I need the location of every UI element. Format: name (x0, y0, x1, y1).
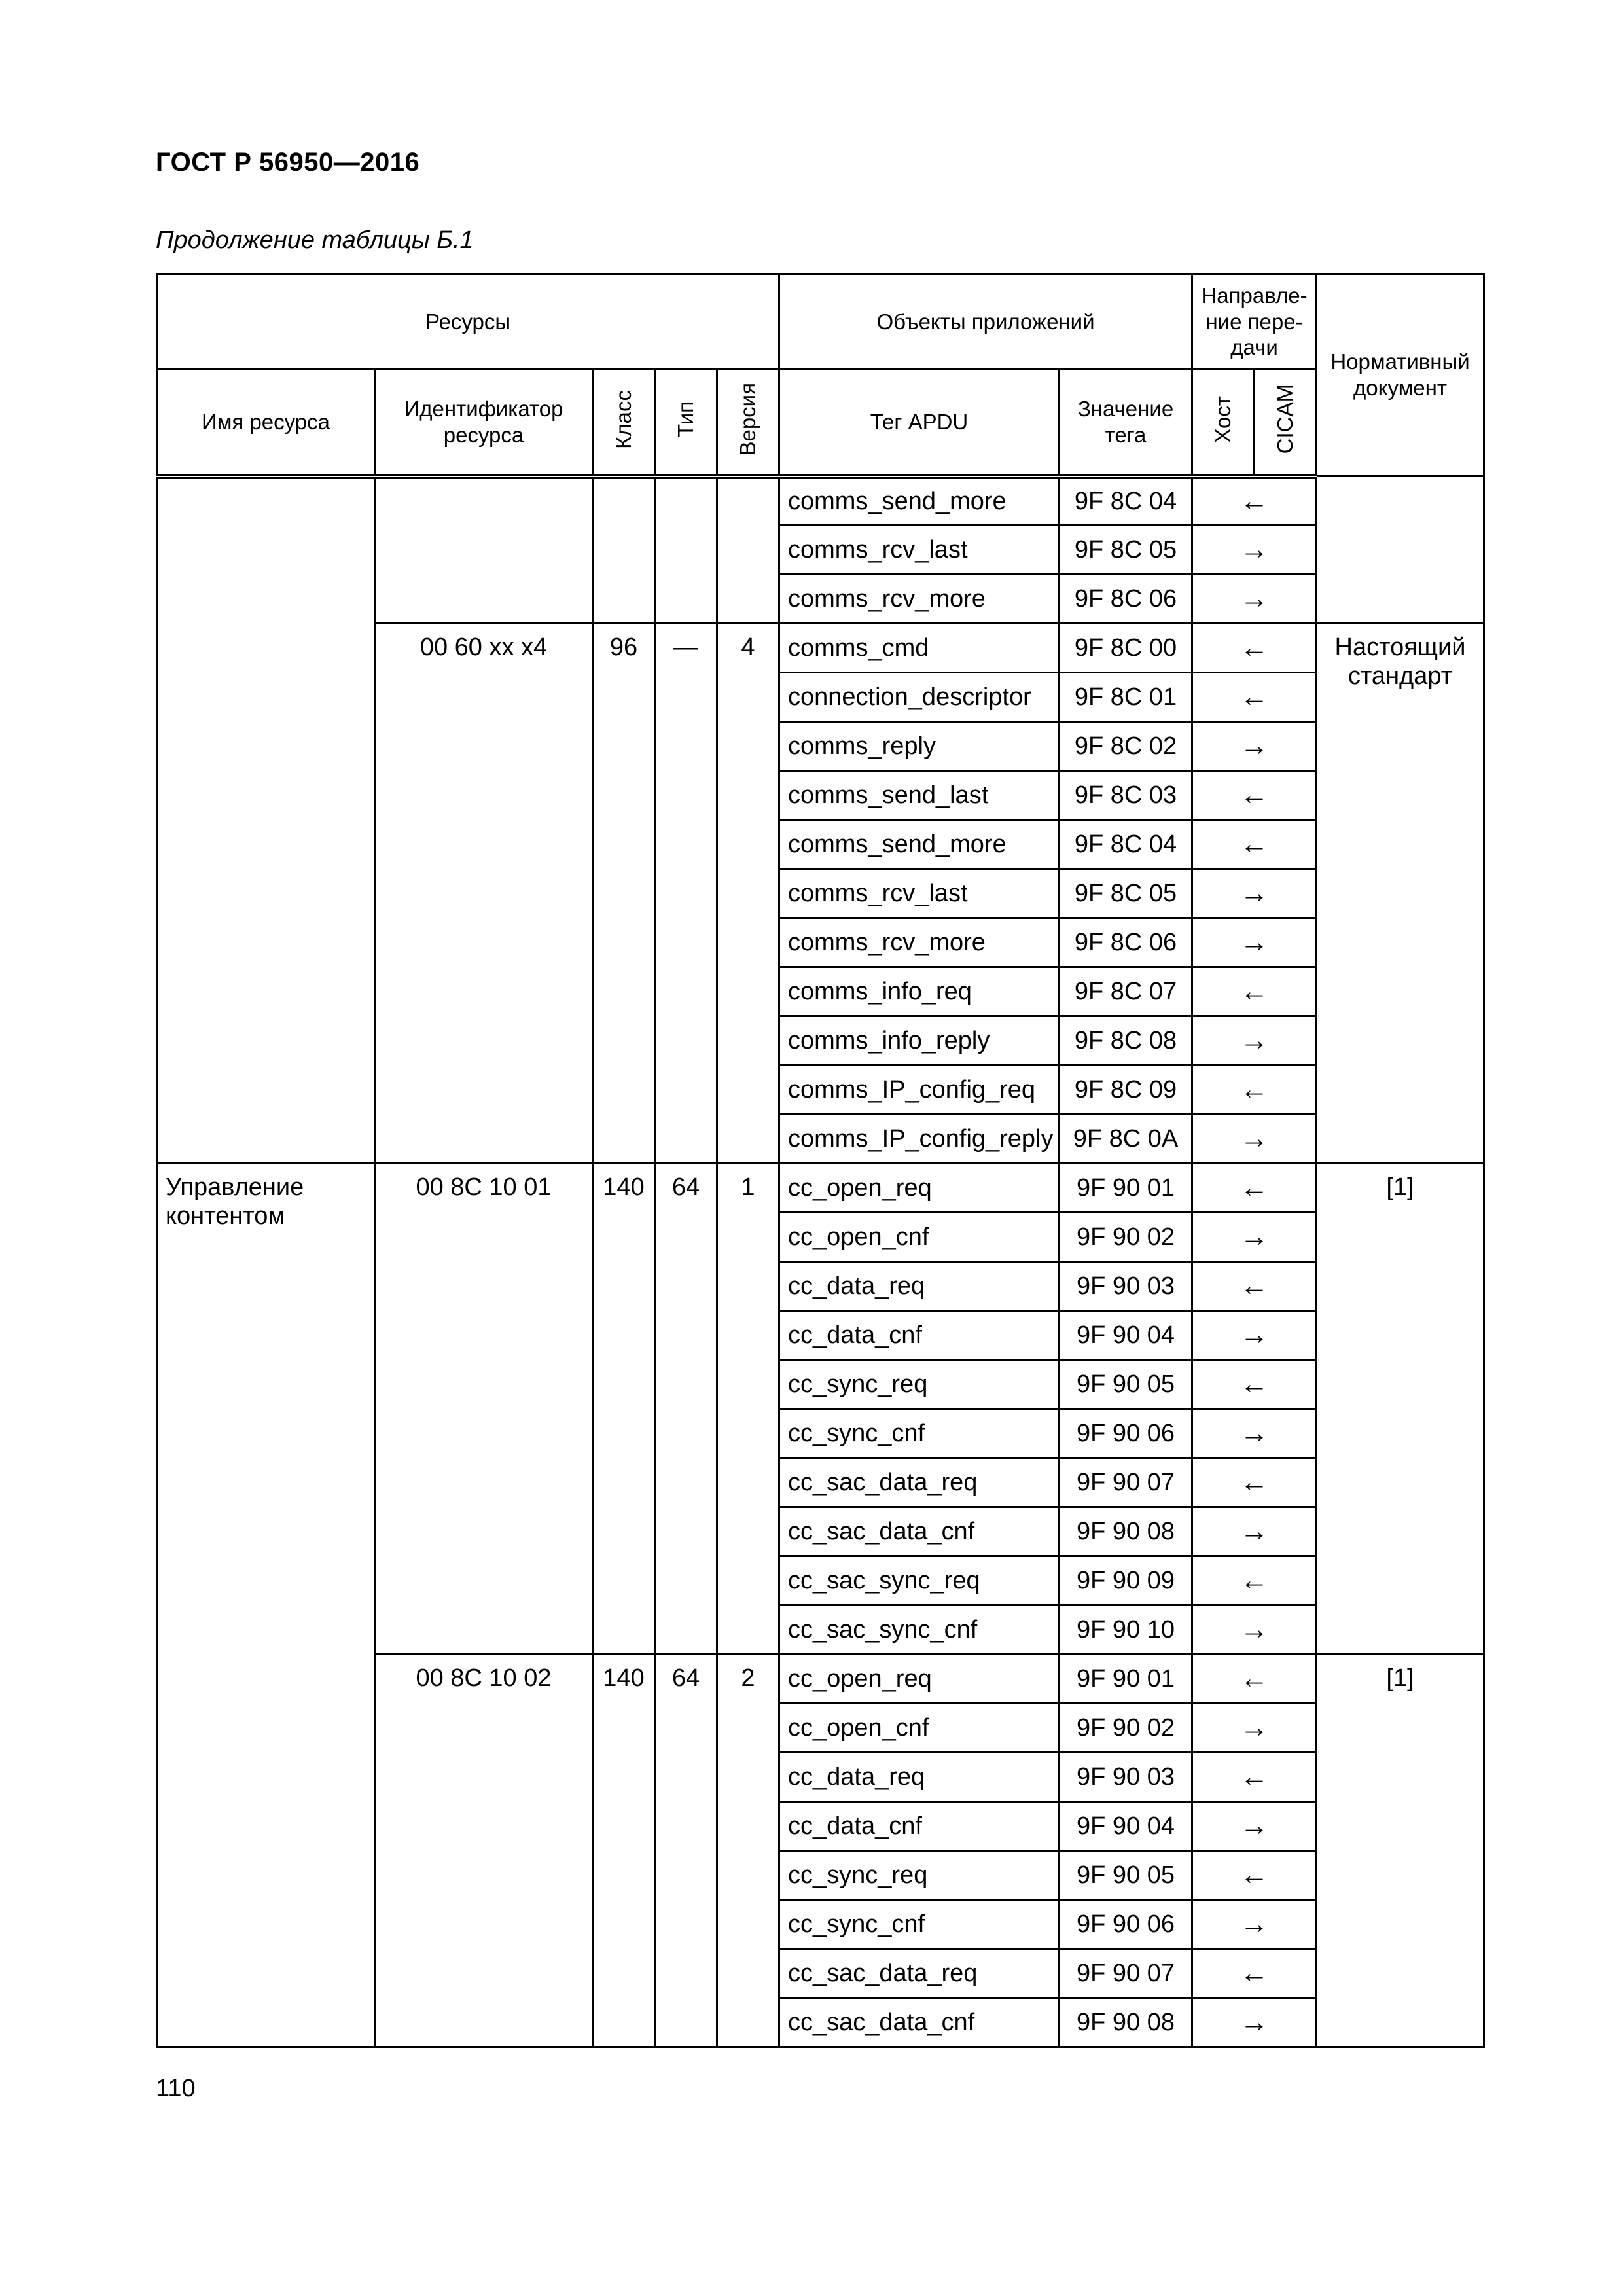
apdu-tag: comms_IP_config_reply (779, 1115, 1060, 1164)
apdu-tag: cc_sac_sync_req (779, 1556, 1060, 1605)
resource-type: — (655, 624, 717, 1164)
apdu-tag: cc_data_cnf (779, 1311, 1060, 1360)
direction-arrow-icon: ← (1192, 1949, 1317, 1998)
resource-id: 00 8C 10 01 (375, 1164, 593, 1655)
normative-document: [1] (1317, 1164, 1484, 1655)
direction-arrow-icon: → (1192, 1311, 1317, 1360)
header-apdu-tag: Тег APDU (779, 370, 1060, 476)
tag-value: 9F 90 04 (1060, 1311, 1192, 1360)
header-class-label: Класс (611, 389, 636, 449)
resource-class: 140 (593, 1655, 655, 2047)
apdu-tag: cc_open_req (779, 1655, 1060, 1704)
apdu-tag: comms_info_req (779, 967, 1060, 1016)
resource-version (717, 476, 779, 624)
apdu-tag: connection_descriptor (779, 673, 1060, 722)
apdu-tag: cc_sac_sync_cnf (779, 1605, 1060, 1655)
direction-arrow-icon: ← (1192, 1066, 1317, 1115)
tag-value: 9F 8C 05 (1060, 869, 1192, 918)
header-norm-doc: Нормативный документ (1317, 274, 1484, 476)
table-row (157, 1164, 1484, 1213)
tag-value: 9F 90 07 (1060, 1949, 1192, 1998)
direction-arrow-icon: ← (1192, 1458, 1317, 1507)
apdu-tag: cc_sac_data_req (779, 1458, 1060, 1507)
resource-class (593, 476, 655, 624)
direction-arrow-icon: ← (1192, 820, 1317, 869)
apdu-tag: comms_send_more (779, 820, 1060, 869)
direction-arrow-icon: → (1192, 1409, 1317, 1458)
tag-value: 9F 90 01 (1060, 1164, 1192, 1213)
resources-table (156, 273, 1485, 2048)
resource-type: 64 (655, 1164, 717, 1655)
apdu-tag: cc_sac_data_req (779, 1949, 1060, 1998)
direction-arrow-icon: → (1192, 869, 1317, 918)
header-version-label: Версия (736, 382, 760, 456)
direction-arrow-icon: → (1192, 1016, 1317, 1066)
direction-arrow-icon: ← (1192, 1753, 1317, 1802)
direction-arrow-icon: → (1192, 1998, 1317, 2047)
apdu-tag: cc_sync_req (779, 1851, 1060, 1900)
tag-value: 9F 8C 03 (1060, 771, 1192, 820)
header-type (655, 370, 717, 476)
tag-value: 9F 90 10 (1060, 1605, 1192, 1655)
direction-arrow-icon: → (1192, 1704, 1317, 1753)
apdu-tag: cc_data_req (779, 1753, 1060, 1802)
tag-value: 9F 8C 04 (1060, 476, 1192, 526)
direction-arrow-icon: ← (1192, 673, 1317, 722)
page-number: 110 (156, 2075, 196, 2102)
apdu-tag: comms_rcv_last (779, 526, 1060, 575)
apdu-tag: cc_sync_cnf (779, 1409, 1060, 1458)
header-cicam-label: CICAM (1273, 384, 1298, 454)
direction-arrow-icon: → (1192, 1802, 1317, 1851)
direction-arrow-icon: ← (1192, 1262, 1317, 1311)
tag-value: 9F 8C 09 (1060, 1066, 1192, 1115)
tag-value: 9F 8C 00 (1060, 624, 1192, 673)
direction-arrow-icon: → (1192, 722, 1317, 771)
direction-arrow-icon: → (1192, 1213, 1317, 1262)
tag-value: 9F 8C 08 (1060, 1016, 1192, 1066)
tag-value: 9F 90 02 (1060, 1704, 1192, 1753)
tag-value: 9F 90 08 (1060, 1507, 1192, 1556)
normative-document (1317, 476, 1484, 624)
header-cicam (1255, 370, 1317, 476)
direction-arrow-icon: → (1192, 1115, 1317, 1164)
direction-arrow-icon: → (1192, 575, 1317, 624)
tag-value: 9F 90 09 (1060, 1556, 1192, 1605)
direction-arrow-icon: → (1192, 1507, 1317, 1556)
header-type-label: Тип (673, 401, 698, 437)
resource-class: 140 (593, 1164, 655, 1655)
tag-value: 9F 8C 01 (1060, 673, 1192, 722)
tag-value: 9F 8C 06 (1060, 575, 1192, 624)
document-code: ГОСТ Р 56950—2016 (156, 148, 420, 177)
direction-arrow-icon: ← (1192, 1655, 1317, 1704)
resource-type (655, 476, 717, 624)
apdu-tag: comms_info_reply (779, 1016, 1060, 1066)
resource-name: Управление контентом (157, 1164, 375, 2047)
apdu-tag: comms_IP_config_req (779, 1066, 1060, 1115)
header-app-objects: Объекты приложений (779, 274, 1192, 370)
tag-value: 9F 8C 0A (1060, 1115, 1192, 1164)
apdu-tag: cc_sync_cnf (779, 1900, 1060, 1949)
direction-arrow-icon: ← (1192, 1360, 1317, 1409)
apdu-tag: cc_open_cnf (779, 1704, 1060, 1753)
tag-value: 9F 8C 05 (1060, 526, 1192, 575)
direction-arrow-icon: ← (1192, 1164, 1317, 1213)
tag-value: 9F 90 08 (1060, 1998, 1192, 2047)
tag-value: 9F 90 05 (1060, 1851, 1192, 1900)
apdu-tag: cc_sac_data_cnf (779, 1998, 1060, 2047)
resource-version: 2 (717, 1655, 779, 2047)
direction-arrow-icon: ← (1192, 624, 1317, 673)
resource-id: 00 60 xx x4 (375, 624, 593, 1164)
tag-value: 9F 90 03 (1060, 1753, 1192, 1802)
apdu-tag: cc_open_cnf (779, 1213, 1060, 1262)
apdu-tag: comms_cmd (779, 624, 1060, 673)
header-class (593, 370, 655, 476)
direction-arrow-icon: ← (1192, 771, 1317, 820)
header-version (717, 370, 779, 476)
tag-value: 9F 90 03 (1060, 1262, 1192, 1311)
apdu-tag: comms_reply (779, 722, 1060, 771)
resource-name (157, 476, 375, 1164)
header-tag-value: Значение тега (1060, 370, 1192, 476)
tag-value: 9F 90 06 (1060, 1900, 1192, 1949)
table-row (157, 476, 1484, 526)
apdu-tag: cc_data_cnf (779, 1802, 1060, 1851)
direction-arrow-icon: → (1192, 1900, 1317, 1949)
table-caption: Продолжение таблицы Б.1 (156, 226, 474, 254)
normative-document: [1] (1317, 1655, 1484, 2047)
resource-id (375, 476, 593, 624)
apdu-tag: cc_sync_req (779, 1360, 1060, 1409)
header-direction: Направле-ние пере-дачи (1192, 274, 1317, 370)
tag-value: 9F 90 06 (1060, 1409, 1192, 1458)
tag-value: 9F 90 07 (1060, 1458, 1192, 1507)
header-resources: Ресурсы (157, 274, 779, 370)
header-host-label: Хост (1211, 395, 1236, 443)
tag-value: 9F 8C 04 (1060, 820, 1192, 869)
resource-type: 64 (655, 1655, 717, 2047)
apdu-tag: cc_sac_data_cnf (779, 1507, 1060, 1556)
apdu-tag: comms_rcv_last (779, 869, 1060, 918)
tag-value: 9F 8C 06 (1060, 918, 1192, 967)
header-host (1192, 370, 1255, 476)
apdu-tag: cc_data_req (779, 1262, 1060, 1311)
direction-arrow-icon: ← (1192, 476, 1317, 526)
header-res-name: Имя ресурса (157, 370, 375, 476)
apdu-tag: cc_open_req (779, 1164, 1060, 1213)
tag-value: 9F 8C 02 (1060, 722, 1192, 771)
direction-arrow-icon: → (1192, 918, 1317, 967)
tag-value: 9F 90 02 (1060, 1213, 1192, 1262)
apdu-tag: comms_rcv_more (779, 918, 1060, 967)
tag-value: 9F 8C 07 (1060, 967, 1192, 1016)
direction-arrow-icon: ← (1192, 1851, 1317, 1900)
resource-class: 96 (593, 624, 655, 1164)
tag-value: 9F 90 05 (1060, 1360, 1192, 1409)
table-body (157, 476, 1484, 2047)
direction-arrow-icon: ← (1192, 1556, 1317, 1605)
apdu-tag: comms_send_more (779, 476, 1060, 526)
tag-value: 9F 90 04 (1060, 1802, 1192, 1851)
normative-document: Настоящий стандарт (1317, 624, 1484, 1164)
apdu-tag: comms_send_last (779, 771, 1060, 820)
tag-value: 9F 90 01 (1060, 1655, 1192, 1704)
apdu-tag: comms_rcv_more (779, 575, 1060, 624)
direction-arrow-icon: ← (1192, 967, 1317, 1016)
direction-arrow-icon: → (1192, 526, 1317, 575)
resource-version: 1 (717, 1164, 779, 1655)
direction-arrow-icon: → (1192, 1605, 1317, 1655)
header-res-id: Идентификатор ресурса (375, 370, 593, 476)
resource-version: 4 (717, 624, 779, 1164)
resource-id: 00 8C 10 02 (375, 1655, 593, 2047)
